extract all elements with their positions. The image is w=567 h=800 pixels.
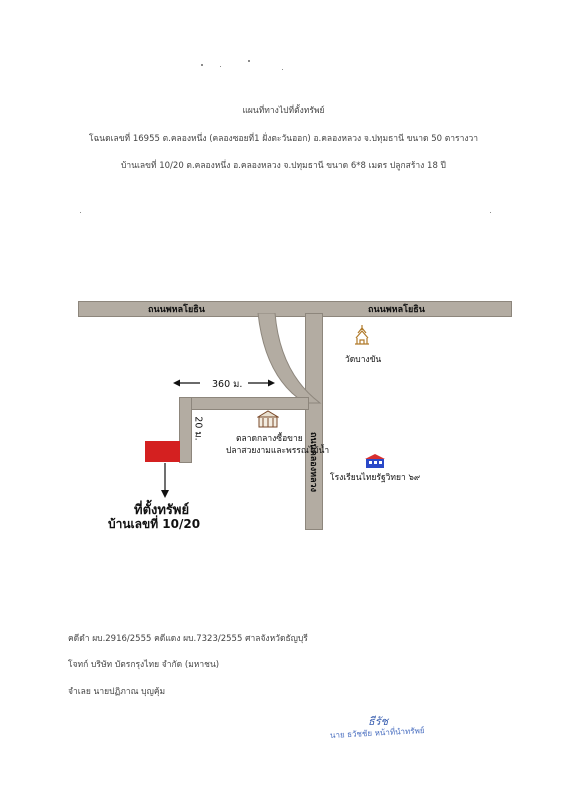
- scan-speck: [201, 64, 203, 66]
- property-label-line1: ที่ตั้งทรัพย์: [134, 503, 190, 518]
- scan-speck: [490, 212, 491, 213]
- property-label-line2: บ้านเลขที่ 10/20: [108, 517, 201, 531]
- road-label-top-left: ถนนพหลโยธิน: [148, 305, 205, 315]
- road-label-top-right: ถนนพหลโยธิน: [368, 305, 425, 315]
- market-label-line1: ตลาดกลางซื้อขาย: [236, 434, 303, 444]
- distance-horizontal-label: 360 ม.: [212, 379, 243, 390]
- property-arrow: [158, 463, 172, 499]
- defendant-info: จำเลย นายปฏิภาณ บุญคุ้ม: [68, 687, 166, 697]
- signature-name: นาย ธวัชชัย หน้าที่นำทรัพย์: [329, 726, 425, 740]
- property-marker: [145, 441, 180, 462]
- deed-description: โฉนดเลขที่ 16955 ต.คลองหนึ่ง (คลองซอยที่1 ฝั่งตะวันออก) อ.คลองหลวง จ.ปทุมธานี ขนาด 50 ตารางวา: [88, 134, 479, 144]
- school-icon: [364, 453, 386, 469]
- scan-speck: [220, 66, 221, 67]
- scan-speck: [80, 212, 81, 213]
- plaintiff-info: โจทก์ บริษัท บัตรกรุงไทย จำกัด (มหาชน): [68, 660, 220, 670]
- road-label-vertical: ถนนคลองหลวง: [308, 432, 318, 492]
- signature-mark: ธีรัช: [368, 715, 389, 728]
- temple-icon: [353, 324, 371, 348]
- scan-speck: [248, 60, 250, 62]
- distance-vertical-label: 20 ม.: [192, 416, 204, 441]
- page-title: แผนที่ทางไปที่ตั้งทรัพย์: [242, 106, 325, 116]
- case-info: คดีดำ ผบ.2916/2555 คดีแดง ผบ.7323/2555 ศาลจังหวัดธัญบุรี: [68, 634, 308, 644]
- school-label: โรงเรียนไทยรัฐวิทยา ๖๙: [330, 473, 421, 483]
- scan-speck: [282, 69, 283, 70]
- temple-label: วัดบางขัน: [345, 355, 382, 365]
- market-icon: [257, 410, 279, 428]
- house-description: บ้านเลขที่ 10/20 ต.คลองหนึ่ง อ.คลองหลวง จ.ปทุมธานี ขนาด 6*8 เมตร ปลูกสร้าง 18 ปี: [121, 161, 446, 171]
- market-label-line2: ปลาสวยงามและพรรณไม้น้ำ: [226, 446, 330, 456]
